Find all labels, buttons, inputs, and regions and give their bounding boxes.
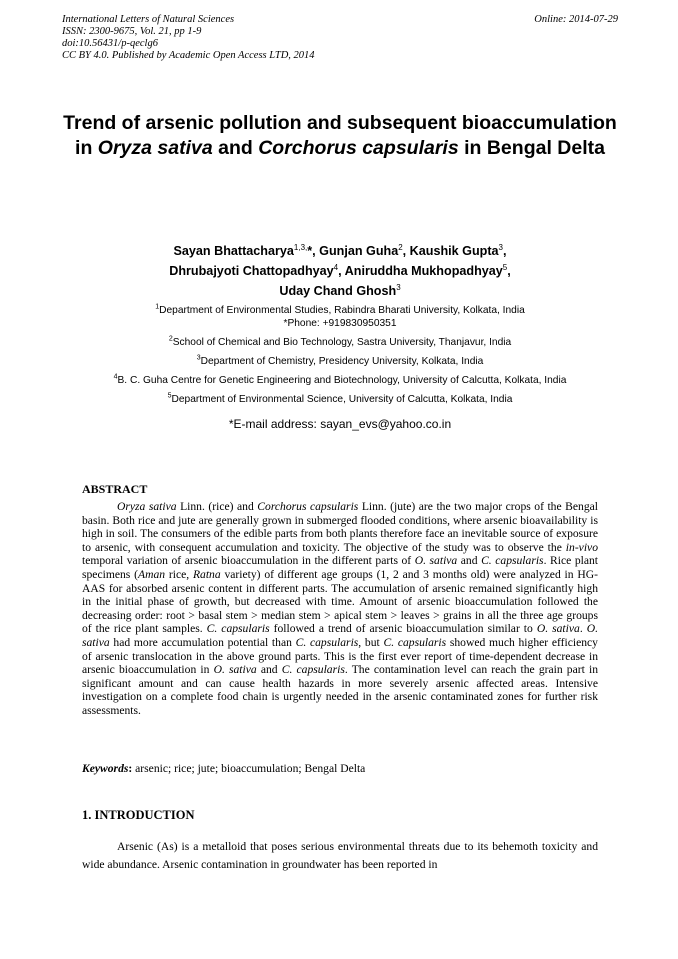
abstract-italic-run: C. capsularis	[281, 663, 345, 677]
author-affil-sup: 2	[398, 242, 403, 252]
author-name: Uday Chand Ghosh	[279, 284, 397, 298]
author-affil-sup: 1,3,	[293, 242, 308, 252]
abstract-italic-run: C. capsularis	[481, 554, 544, 568]
introduction-paragraph: Arsenic (As) is a metalloid that poses serious environmental threats due to its behemoth toxicity and wide abundance. Arsenic contamination in groundwater has been reported in	[82, 840, 598, 871]
author-line	[62, 281, 618, 301]
abstract-text-run: and	[256, 663, 282, 677]
affil-sup: 4	[113, 373, 118, 381]
title-part: in Bengal Delta	[458, 136, 605, 159]
abstract-italic-run: Ratna	[192, 567, 221, 581]
abstract-text-run: showed much higher efficiency of arsenic translocation in the above ground parts. This is the first ever report of time-dependent decrease in arsenic bioaccumulation in	[82, 635, 598, 677]
affil-text: Department of Environmental Studies, Rabindra Bharati University, Kolkata, India	[159, 305, 525, 316]
author-affil-sup: 4	[333, 262, 339, 272]
license: CC BY 4.0. Published by Academic Open Access LTD, 2014	[62, 50, 315, 61]
author-name: Gunjan Guha	[319, 244, 399, 258]
affiliation	[40, 374, 640, 387]
affiliation	[40, 336, 640, 349]
running-header	[62, 14, 618, 62]
abstract-text-run: had more accumulation potential than	[109, 635, 296, 649]
author-name: Aniruddha Mukhopadhyay	[344, 264, 503, 278]
abstract-italic-run: C. capsularis	[383, 635, 447, 649]
keywords-colon: :	[128, 762, 133, 775]
phone-text: *Phone: +919830950351	[283, 318, 397, 329]
abstract-text-run: rice,	[165, 567, 193, 581]
abstract-italic-run: C. capsularis	[295, 635, 359, 649]
abstract-body	[82, 500, 598, 718]
abstract-italic-run: O. sativa	[82, 622, 599, 649]
abstract-text-run: and	[457, 554, 482, 568]
abstract-text-run: Linn. (jute) are the two major crops of the Bengal basin. Both rice and jute are generally grown in submerged flooded conditions, where arsenic bioavailability is high in soil. The consumers of the edible parts from both plants therefore face an inevitable source of exposure to arsenic, with consequent accumulation and toxicity. The objective of the study was to observe the	[82, 500, 598, 554]
abstract-heading: ABSTRACT	[82, 482, 148, 496]
abstract-italic-run: Corchorus capsularis	[257, 500, 359, 513]
affil-text: Department of Chemistry, Presidency University, Kolkata, India	[200, 356, 484, 367]
abstract-text-run: variety) of different age groups (1, 2 and 3 months old) were analyzed in HG-AAS for absorbed arsenic content in different parts. The accumulation of arsenic remained significantly high in the initial phase of growth, but decreased with time. Amount of arsenic bioaccumulation followed the decreasing order: root > basal stem > median stem > apical stem > leaves > grains in all the three age groups of the rice plant samples.	[82, 567, 598, 636]
keywords	[82, 762, 598, 776]
online-date: Online: 2014-07-29	[534, 14, 618, 25]
paper-title	[62, 111, 618, 160]
title-species-1: Oryza sativa	[97, 136, 213, 159]
author-list	[62, 241, 618, 301]
abstract-italic-run: O. sativa	[414, 554, 458, 568]
abstract-italic-run: Oryza sativa	[117, 500, 177, 513]
author-sep: ,	[312, 244, 320, 258]
author-sep: ,	[503, 244, 507, 258]
author-line	[62, 261, 618, 281]
abstract-text-run: followed a trend of arsenic bioaccumulation similar to	[269, 622, 537, 636]
corresponding-mark: *	[307, 244, 313, 258]
abstract-text-run: temporal variation of arsenic bioaccumulation in the different parts of	[82, 554, 415, 568]
abstract-text-run: . The contamination level can reach the grain part in significant amount and can cause health hazards in more severely arsenic affected areas. Intensive investigation on a complete food chain is urgently needed in the arsenic contaminated zones for further risk assessments.	[82, 663, 599, 717]
author-sep: ,	[402, 244, 410, 258]
abstract-italic-run: Aman	[137, 567, 166, 581]
title-part: and	[212, 136, 259, 159]
title-part: Trend of arsenic pollution and subsequent bioaccumulation in	[63, 112, 617, 159]
affil-sup: 5	[167, 392, 172, 400]
abstract-text-run: Linn. (rice) and	[176, 500, 258, 513]
keywords-text: arsenic; rice; jute; bioaccumulation; Bengal Delta	[132, 762, 366, 775]
author-affil-sup: 3	[396, 282, 401, 292]
author-name: Kaushik Gupta	[409, 244, 499, 258]
abstract-italic-run: in-vivo	[565, 540, 598, 554]
affiliations	[40, 304, 640, 406]
affil-text: School of Chemical and Bio Technology, Sastra University, Thanjavur, India	[172, 337, 512, 348]
corresponding-email[interactable]: *E-mail address: sayan_evs@yahoo.co.in	[228, 417, 452, 431]
abstract-text-run: . Rice plant specimens (	[82, 554, 598, 581]
author-sep: ,	[338, 264, 345, 278]
affil-sup: 3	[196, 354, 201, 362]
phone	[40, 317, 640, 330]
author-affil-sup: 3	[498, 242, 503, 252]
author-name: Sayan Bhattacharya	[173, 244, 294, 258]
affil-sup: 2	[168, 335, 173, 343]
issn: ISSN: 2300-9675, Vol. 21, pp 1-9	[62, 26, 202, 37]
author-affil-sup: 5	[502, 262, 508, 272]
affil-text: Department of Environmental Science, University of Calcutta, Kolkata, India	[171, 394, 513, 405]
abstract-italic-run: O. sativa	[213, 663, 257, 677]
title-species-2: Corchorus capsularis	[258, 136, 459, 159]
affiliation	[40, 355, 640, 368]
affil-text: B. C. Guha Centre for Genetic Engineering and Biotechnology, University of Calcutta, Kolkata, India	[117, 375, 567, 386]
author-line	[62, 241, 618, 261]
journal-name: International Letters of Natural Sciences	[62, 14, 235, 25]
doi[interactable]: doi:10.56431/p-qeclg6	[62, 38, 158, 49]
affiliation	[40, 393, 640, 406]
section-heading-introduction: 1. INTRODUCTION	[82, 808, 195, 822]
abstract-text-run: .	[579, 622, 587, 636]
author-name: Dhrubajyoti Chattopadhyay	[169, 264, 334, 278]
keywords-label: Keywords	[82, 762, 129, 775]
affil-sup: 1	[155, 303, 160, 311]
affiliation	[40, 304, 640, 317]
abstract-italic-run: O. sativa	[536, 622, 580, 636]
abstract-italic-run: C. capsularis	[206, 622, 270, 636]
abstract-text-run: , but	[358, 635, 384, 649]
author-sep: ,	[507, 264, 511, 278]
